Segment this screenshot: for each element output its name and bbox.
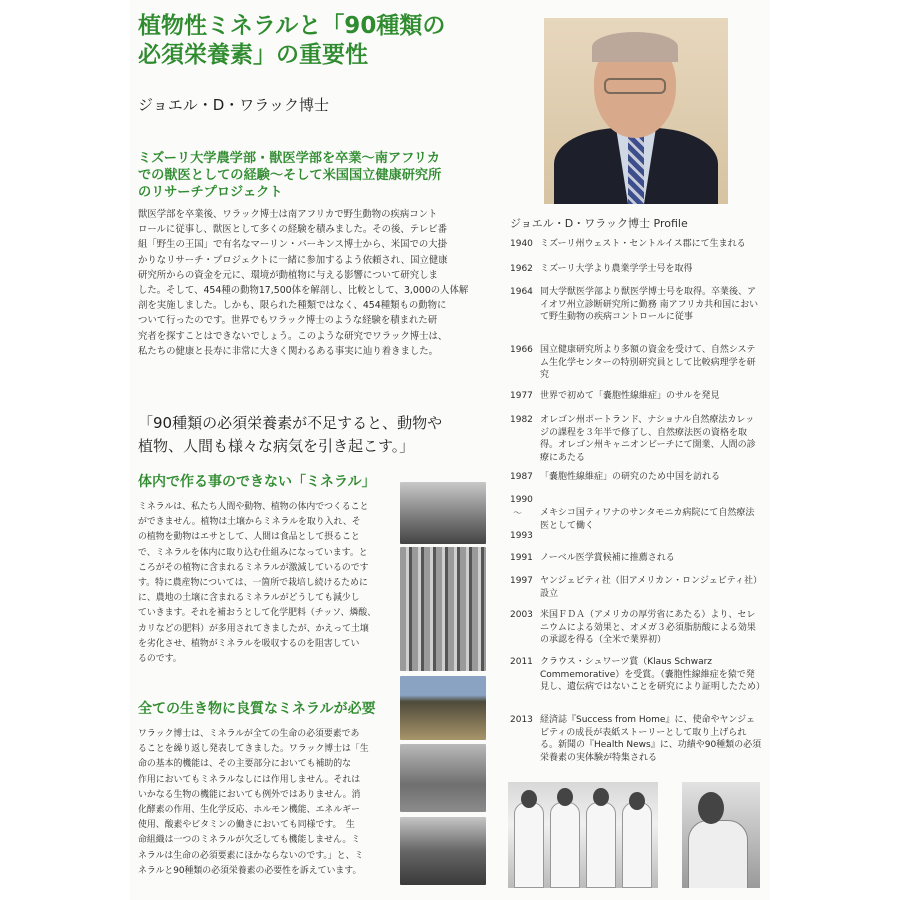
page-title: 植物性ミネラルと「90種類の 必須栄養素」の重要性 xyxy=(138,13,446,68)
photo-animals-field xyxy=(400,482,486,544)
pull-quote: 「90種類の必須栄養素が不足すると、動物や 植物、人間も様々な病気を引き起こす。」 xyxy=(138,414,443,455)
portrait-photo xyxy=(544,18,728,204)
profile-title: ジョエル・D・ワラック博士 Profile xyxy=(510,217,688,230)
photo-doctor-with-animal xyxy=(682,782,760,888)
living-things-paragraph: ワラック博士は、ミネラルが全ての生命の必須要素であ ることを繰り返し発表してきました。ワラック博士は「生 命の基本的機能は、その主要部分においても補助的な 作用においてもミネラルなしには作用しません。それは いかなる生物の機能においても例外ではありません。消 化酵素の作用、生化学反応、ホルモン機能、エネルギー 使用、酸素やビタミンの働きにおいても同様です。 生 命組織は一つのミネラルが欠乏しても機能しません。ミ ネラルは生命の必須要素にほかならないのです。」と、ミ ネラルと90種類の必須栄養素の必要性を訴えています。 xyxy=(138,729,369,876)
photo-rhino-handler xyxy=(400,744,486,812)
section-heading-minerals: 体内で作る事のできない「ミネラル」 xyxy=(138,474,376,490)
section-heading-all-living-things: 全ての生き物に良質なミネラルが必要 xyxy=(138,701,376,717)
intro-paragraph: 獣医学部を卒業後、ワラック博士は南アフリカで野生動物の疾病コント ロールに従事し、獣医として多くの経験を積みました。その後、テレビ番 組「野生の王国」で有名なマーリン・パーキンス博士から、米国での大掛 かりなリサーチ・プロジェクトに一緒に参加するよう依頼され、国立健康 研究所からの資金を元に、環境が動植物に与える影響について研究しま した。そして、454種の動物17,500体を解剖し、比較として、3,000の人体解 剖を実施しました。しかも、限られた種類ではなく、454種類もの動物に ついて行ったのです。世界でもワラック博士のような経験を積まれた研 究者を探すことはできないでしょう。このような研究でワラック博士は、 私たちの健康と長寿に非常に大きく関わるある事実に辿り着きました。 xyxy=(138,209,469,357)
photo-laboratory xyxy=(400,547,486,671)
minerals-paragraph: ミネラルは、私たち人間や動物、植物の体内でつくること ができません。植物は土壌からミネラルを取り入れ、そ の植物を動物はエサとして、人間は食品として摂ること で、ミネラルを体内に取り込む仕組みになっています。と ころがその植物に含まれるミネラルが激減しているのです す。特に農産物については、一箇所で栽培し続けるために に、農地の土壌に含まれるミネラルがどうしても減少し ていきます。それを補おうとして化学肥料（チッソ、燐酸、 カリなどの肥料）が多用されてきましたが、かえって土壌 を劣化させ、植物がミネラルを吸収するのを阻害してい るのです。 xyxy=(138,502,377,665)
photo-group-lab-coats xyxy=(508,782,658,888)
photo-rhino-savanna xyxy=(400,676,486,740)
author-name: ジョエル・D・ワラック博士 xyxy=(138,96,329,114)
career-subheading: ミズーリ大学農学部・獣医学部を卒業～南アフリカ での獣医としての経験～そして米国国立健康研究所 のリサーチプロジェクト xyxy=(138,151,442,200)
year-range-mark: 〜 xyxy=(513,509,523,519)
photo-researcher xyxy=(400,817,486,885)
